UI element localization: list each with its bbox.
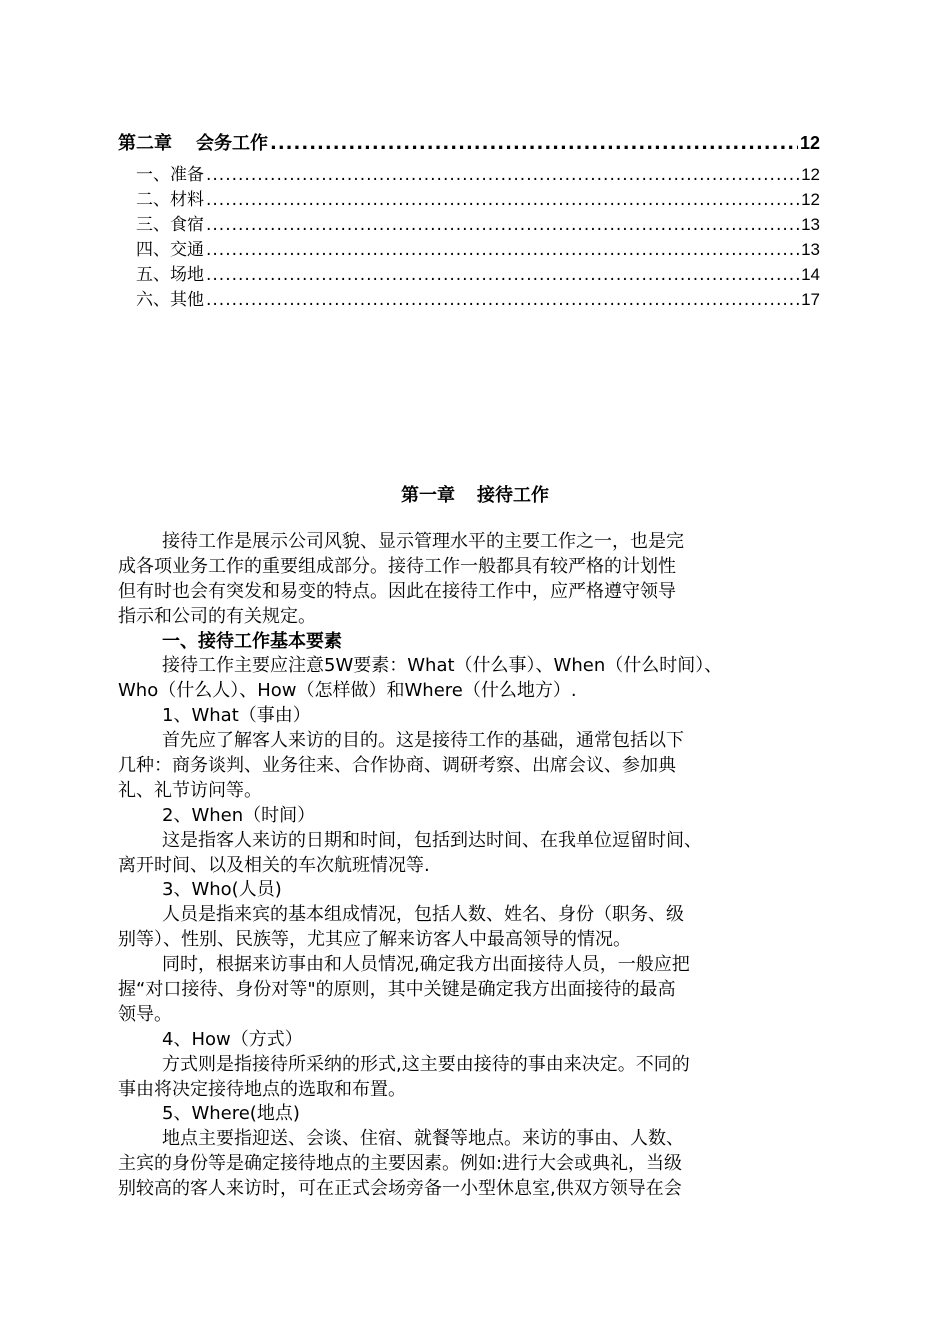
paragraph-line: 同时，根据来访事由和人员情况,确定我方出面接待人员，一般应把: [162, 954, 690, 976]
toc-leader-dots: [206, 238, 799, 262]
toc-leader-dots: [206, 213, 799, 237]
toc-page-number: 17: [801, 290, 820, 309]
toc-chapter-number: 第二章: [118, 133, 172, 154]
toc-entry-label: 六、其他: [136, 290, 204, 310]
toc-entry[interactable]: [118, 162, 820, 187]
table-of-contents: [118, 126, 820, 312]
subsection-heading: 3、Who(人员): [162, 879, 282, 901]
toc-leader-dots: [206, 188, 799, 212]
paragraph-line: 礼、礼节访问等。: [118, 779, 262, 801]
toc-leader-dots: [206, 263, 799, 287]
paragraph-line: 这是指客人来访的日期和时间，包括到达时间、在我单位逗留时间、: [162, 829, 702, 851]
paragraph-line: 人员是指来宾的基本组成情况，包括人数、姓名、身份（职务、级: [162, 904, 684, 926]
paragraph-line: 主宾的身份等是确定接待地点的主要因素。例如:进行大会或典礼，当级: [118, 1153, 683, 1175]
paragraph-line: 成各项业务工作的重要组成部分。接待工作一般都具有较严格的计划性: [118, 555, 676, 577]
paragraph-line: 握“对口接待、身份对等"的原则，其中关键是确定我方出面接待的最高: [118, 979, 676, 1001]
toc-entry[interactable]: [118, 237, 820, 262]
subsection-heading: 2、When（时间）: [162, 804, 316, 826]
toc-chapter-entry[interactable]: [118, 126, 820, 160]
toc-page-number: 12: [801, 165, 820, 184]
chapter-title: 接待工作: [477, 485, 549, 506]
toc-entry-label: 五、场地: [136, 265, 204, 285]
paragraph-line: 接待工作是展示公司风貌、显示管理水平的主要工作之一，也是完: [162, 531, 684, 552]
paragraph-line: 地点主要指迎送、会谈、住宿、就餐等地点。来访的事由、人数、: [162, 1128, 684, 1150]
paragraph-line: 事由将决定接待地点的选取和布置。: [118, 1078, 406, 1100]
paragraph-line: 首先应了解客人来访的目的。这是接待工作的基础，通常包括以下: [162, 730, 684, 752]
toc-leader-dots: [206, 288, 799, 312]
section-heading: 一、接待工作基本要素: [162, 630, 342, 652]
toc-entry[interactable]: [118, 187, 820, 212]
toc-page-number: 13: [801, 215, 820, 234]
paragraph-line: 指示和公司的有关规定。: [118, 605, 316, 627]
toc-entry-label: 二、材料: [136, 190, 204, 210]
toc-page-number: 12: [799, 133, 820, 153]
toc-leader-dots: [270, 127, 798, 160]
subsection-heading: 5、Where(地点): [162, 1103, 300, 1125]
subsection-heading: 4、How（方式）: [162, 1028, 303, 1050]
chapter-number: 第一章: [401, 485, 455, 506]
toc-page-number: 14: [801, 265, 820, 284]
paragraph-line: 但有时也会有突发和易变的特点。因此在接待工作中，应严格遵守领导: [118, 580, 676, 602]
paragraph-line: 离开时间、以及相关的车次航班情况等.: [118, 854, 430, 876]
toc-entry-label: 四、交通: [136, 240, 204, 260]
paragraph-line: 领导。: [118, 1003, 172, 1025]
chapter-heading: [0, 483, 950, 509]
paragraph-line: 几种：商务谈判、业务往来、合作协商、调研考察、出席会议、参加典: [118, 755, 676, 777]
toc-entry[interactable]: [118, 287, 820, 312]
paragraph-line: 别等）、性别、民族等，尤其应了解来访客人中最高领导的情况。: [118, 929, 631, 951]
toc-chapter-title: 会务工作: [196, 133, 268, 154]
toc-page-number: 12: [801, 190, 820, 209]
paragraph-line: Who（什么人）、How（怎样做）和Where（什么地方）.: [118, 680, 577, 702]
toc-page-number: 13: [801, 240, 820, 259]
toc-entry[interactable]: [118, 212, 820, 237]
paragraph-line: 接待工作主要应注意5W要素：What（什么事）、When（什么时间）、: [162, 655, 723, 677]
toc-entry[interactable]: [118, 262, 820, 287]
chapter-body: [118, 530, 848, 1202]
toc-entry-label: 一、准备: [136, 165, 204, 185]
paragraph-line: 别较高的客人来访时，可在正式会场旁备一小型休息室,供双方领导在会: [118, 1178, 682, 1200]
toc-leader-dots: [206, 163, 799, 187]
toc-entry-label: 三、食宿: [136, 215, 204, 235]
subsection-heading: 1、What（事由）: [162, 705, 311, 727]
paragraph-line: 方式则是指接待所采纳的形式,这主要由接待的事由来决定。不同的: [162, 1053, 690, 1075]
